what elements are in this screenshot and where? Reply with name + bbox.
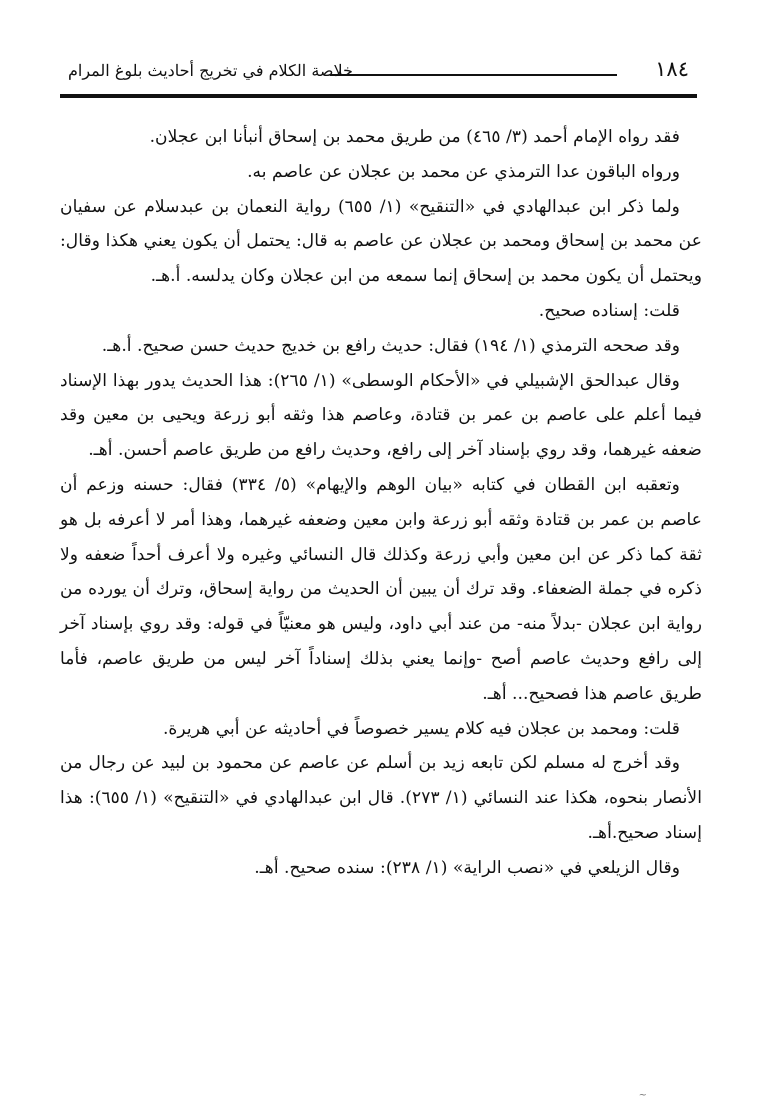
paragraph: وقد صححه الترمذي (١/ ١٩٤) فقال: حديث رافع بن خديج حديث حسن صحيح. أ.هـ. [101,335,680,356]
paragraph: ورواه الباقون عدا الترمذي عن محمد بن عجلان عن عاصم به. [247,161,680,182]
footer-mark: ~ [638,1090,647,1101]
header-divider [60,94,697,98]
paragraph: وتعقبه ابن القطان في كتابه «بيان الوهم والإيهام» (٥/ ٣٣٤) فقال: حسنه وزعم أن عاصم بن عمر بن قتادة وثقه أبو زرعة وابن معين وضعفه غيرهما، وهذا أمر لا أعرفه بل هو ثقة كما ذكر عن ابن معين وأبي زرعة وكذلك قال النسائي وغيره ولا أعرف أحداً ضعفه ولا ذكره في جملة الضعفاء. وقد ترك أن يبين أن الحديث من رواية إسحاق، وترك أن يورده من رواية ابن عجلان -بدلاً منه- من عند أبي داود، وليس هو معنيّاً في قوله: وقد روي بإسناد آخر إلى رافع وحديث عاصم أصح -وإنما يعني بذلك إسناداً آخر ليس من طريق عاصم، فأما طريق عاصم هذا فصحيح... أهـ. [60,474,702,704]
paragraph: قلت: ومحمد بن عجلان فيه كلام يسير خصوصاً في أحاديثه عن أبي هريرة. [162,718,680,739]
running-title: خلاصة الكلام في تخريج أحاديث بلوغ المرام [68,61,353,80]
paragraph: وقال الزيلعي في «نصب الراية» (١/ ٢٣٨): سنده صحيح. أهـ. [254,857,680,878]
page-body [60,120,702,886]
page-number: ١٨٤ [655,57,689,81]
page-header [60,55,697,87]
paragraph: وقد أخرج له مسلم لكن تابعه زيد بن أسلم عن عاصم عن محمود بن لبيد عن رجال من الأنصار بنحوه، هكذا عند النسائي (١/ ٢٧٣). قال ابن عبدالهادي في «التنقيح» (١/ ٦٥٥): هذا إسناد صحيح.أهـ. [60,753,702,843]
paragraph: قلت: إسناده صحيح. [538,300,680,321]
paragraph: ولما ذكر ابن عبدالهادي في «التنقيح» (١/ ٦٥٥) رواية النعمان بن عبدسلام عن سفيان عن محمد بن إسحاق ومحمد بن عجلان عن عاصم به قال: يحتمل أن يكون يعني هكذا وقال: ويحتمل أن يكون محمد بن إسحاق إنما سمعه من ابن عجلان وكان يدلسه. أ.هـ. [60,196,702,287]
paragraph: وقال عبدالحق الإشبيلي في «الأحكام الوسطى» (١/ ٢٦٥): هذا الحديث يدور بهذا الإسناد فيما أعلم على عاصم بن عمر بن قتادة، وعاصم هذا وثقه أبو زرعة ويحيى بن معين وقد ضعفه غيرهما، وقد روي بإسناد آخر إلى رافع، وحديث رافع من طريق عاصم أحسن. أهـ. [60,370,702,461]
paragraph: فقد رواه الإمام أحمد (٣/ ٤٦٥) من طريق محمد بن إسحاق أنبأنا ابن عجلان. [149,127,680,147]
title-rule [330,74,617,76]
